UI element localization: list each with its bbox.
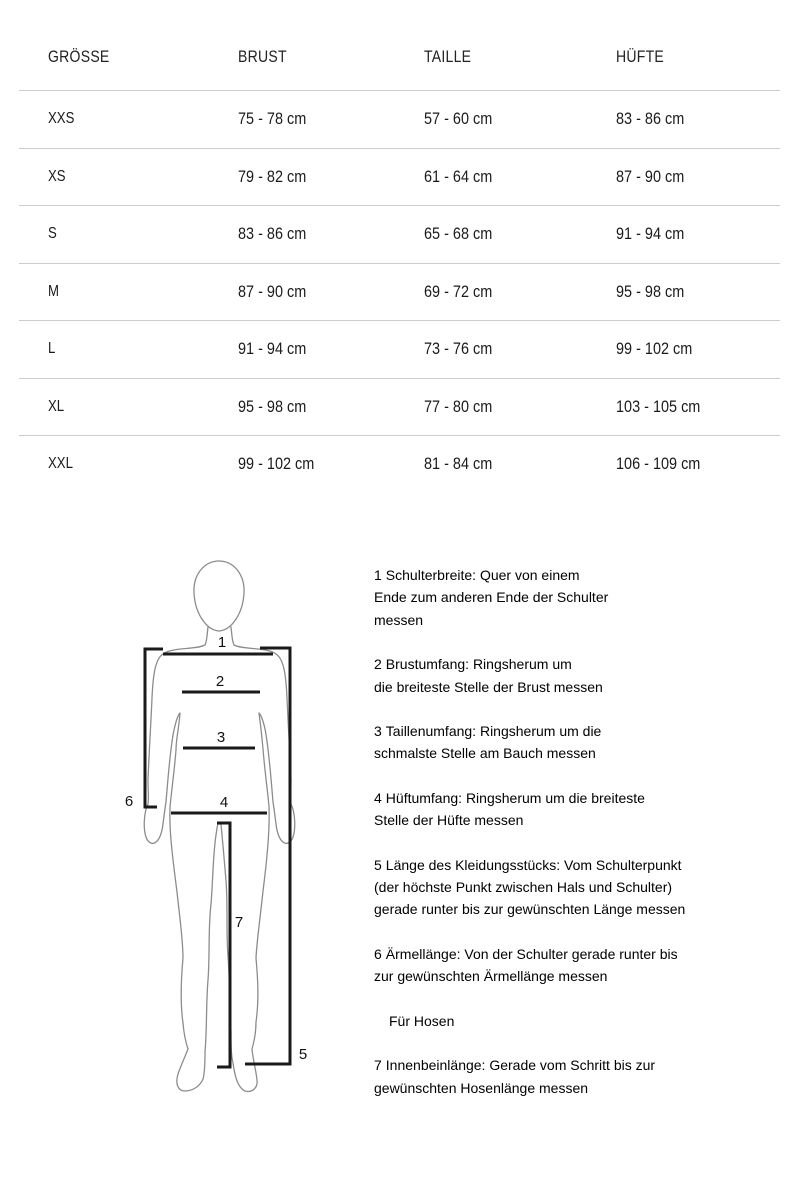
body-outline [144,627,294,1091]
marker-label-waist: 3 [216,729,226,746]
marker-label-hip: 4 [219,794,229,811]
instruction-line: Ende zum anderen Ende der Schulter [374,589,609,606]
hip-value-text: 106 - 109 cm [616,454,701,474]
size-label [48,168,238,186]
bust-value-text: 95 - 98 cm [238,396,307,416]
waist-value [424,454,616,474]
waist-value-text: 77 - 80 cm [424,396,493,416]
column-header-brust-label: BRUST [238,48,287,66]
for-trousers-subheading: Für Hosen [389,1012,455,1029]
instruction-line: gewünschten Hosenlänge messen [374,1079,589,1096]
size-label [48,398,238,416]
measurement-figure [100,540,360,1100]
table-row [19,378,780,436]
instruction-line: schmalste Stelle am Bauch messen [374,745,596,762]
waist-value [424,167,616,187]
instruction-item-3 [374,720,794,765]
waist-value-text: 81 - 84 cm [424,454,493,474]
waist-value-text: 57 - 60 cm [424,109,493,129]
hip-value [616,224,780,244]
instruction-line: Innenbeinlänge: Gerade vom Schritt bis zur [385,1057,656,1074]
bust-value-text: 75 - 78 cm [238,109,307,129]
inseam-measure-bracket [217,823,230,1067]
instruction-item-6 [374,943,794,988]
instruction-number: 3 [374,723,382,740]
column-header-taille-label: TAILLE [424,48,472,66]
instruction-number: 6 [374,945,382,962]
instruction-line: Schulterbreite: Quer von einem [385,567,580,583]
size-label [48,283,238,301]
instruction-item-2 [374,653,794,698]
marker-label-inseam: 7 [234,914,244,931]
instruction-line: die breiteste Stelle der Brust messen [374,678,603,695]
instruction-line: (der höchste Punkt zwischen Hals und Schulter) [374,879,673,896]
column-header-groesse-label: GRÖSSE [48,48,110,66]
marker-label-shoulder: 1 [217,634,227,651]
instruction-number: 1 [374,567,382,583]
bust-value [238,109,424,129]
waist-value [424,397,616,417]
size-label [48,340,238,358]
column-header-taille [424,48,616,67]
size-label [48,110,238,128]
hip-value-text: 83 - 86 cm [616,109,685,129]
table-row [19,435,780,493]
instruction-item-7 [374,1054,794,1099]
table-row [19,90,780,148]
hip-value [616,282,780,302]
instruction-line: Taillenumfang: Ringsherum um die [385,723,602,740]
bust-value-text: 83 - 86 cm [238,224,307,244]
bust-value [238,167,424,187]
table-row [19,205,780,263]
instruction-line: zur gewünschten Ärmellänge messen [374,968,608,985]
size-label-text: L [48,340,56,358]
waist-value-text: 69 - 72 cm [424,281,493,301]
marker-label-length: 5 [298,1046,308,1063]
bust-value [238,282,424,302]
instruction-line: Ärmellänge: Von der Schulter gerade runter bis [385,945,678,962]
instruction-number: 5 [374,856,382,873]
hip-value [616,167,780,187]
instruction-number: 2 [374,656,382,673]
size-table-header-row [19,32,780,90]
table-row [19,320,780,378]
instruction-line: Hüftumfang: Ringsherum um die breiteste [385,789,645,806]
instruction-line: Länge des Kleidungsstücks: Vom Schulterpunkt [385,856,682,873]
body-measurement-diagram [100,540,360,1100]
bust-value [238,397,424,417]
waist-value [424,109,616,129]
waist-value [424,282,616,302]
hip-value [616,109,780,129]
instruction-item-5 [374,854,794,921]
table-row [19,263,780,321]
bust-value [238,339,424,359]
bust-value [238,224,424,244]
column-header-groesse [48,48,238,67]
waist-value [424,339,616,359]
marker-label-bust: 2 [215,673,225,690]
column-header-brust [238,48,424,67]
instruction-line: Brustumfang: Ringsherum um [385,656,572,673]
bust-value-text: 99 - 102 cm [238,454,315,474]
bust-value [238,454,424,474]
size-table [19,32,780,493]
instruction-line: messen [374,611,424,628]
size-label-text: XXL [48,455,73,473]
waist-value-text: 61 - 64 cm [424,166,493,186]
column-header-huefte-label: HÜFTE [616,48,665,66]
hip-value [616,397,780,417]
hip-value-text: 91 - 94 cm [616,224,685,244]
instruction-line: Stelle der Hüfte messen [374,812,524,829]
waist-value-text: 73 - 76 cm [424,339,493,359]
waist-value [424,224,616,244]
bust-value-text: 91 - 94 cm [238,339,307,359]
hip-value-text: 99 - 102 cm [616,339,693,359]
instruction-item-4 [374,787,794,832]
bust-value-text: 79 - 82 cm [238,166,307,186]
size-label-text: XL [48,397,65,415]
size-label-text: S [48,225,57,243]
waist-value-text: 65 - 68 cm [424,224,493,244]
instruction-number: 7 [374,1057,382,1074]
size-label-text: XS [48,167,66,185]
measurement-instructions [374,564,794,1121]
hip-value-text: 87 - 90 cm [616,166,685,186]
instruction-item-1 [374,564,794,631]
table-row [19,148,780,206]
column-header-huefte [616,48,780,67]
size-label-text: M [48,282,59,300]
hip-value [616,454,780,474]
instruction-number: 4 [374,789,382,806]
size-label-text: XXS [48,110,75,128]
hip-value [616,339,780,359]
size-label [48,225,238,243]
bust-value-text: 87 - 90 cm [238,281,307,301]
marker-label-sleeve: 6 [124,793,134,810]
size-label [48,455,238,473]
instruction-line: gerade runter bis zur gewünschten Länge messen [374,901,686,918]
body-head-outline [194,561,244,631]
hip-value-text: 103 - 105 cm [616,396,701,416]
hip-value-text: 95 - 98 cm [616,281,685,301]
